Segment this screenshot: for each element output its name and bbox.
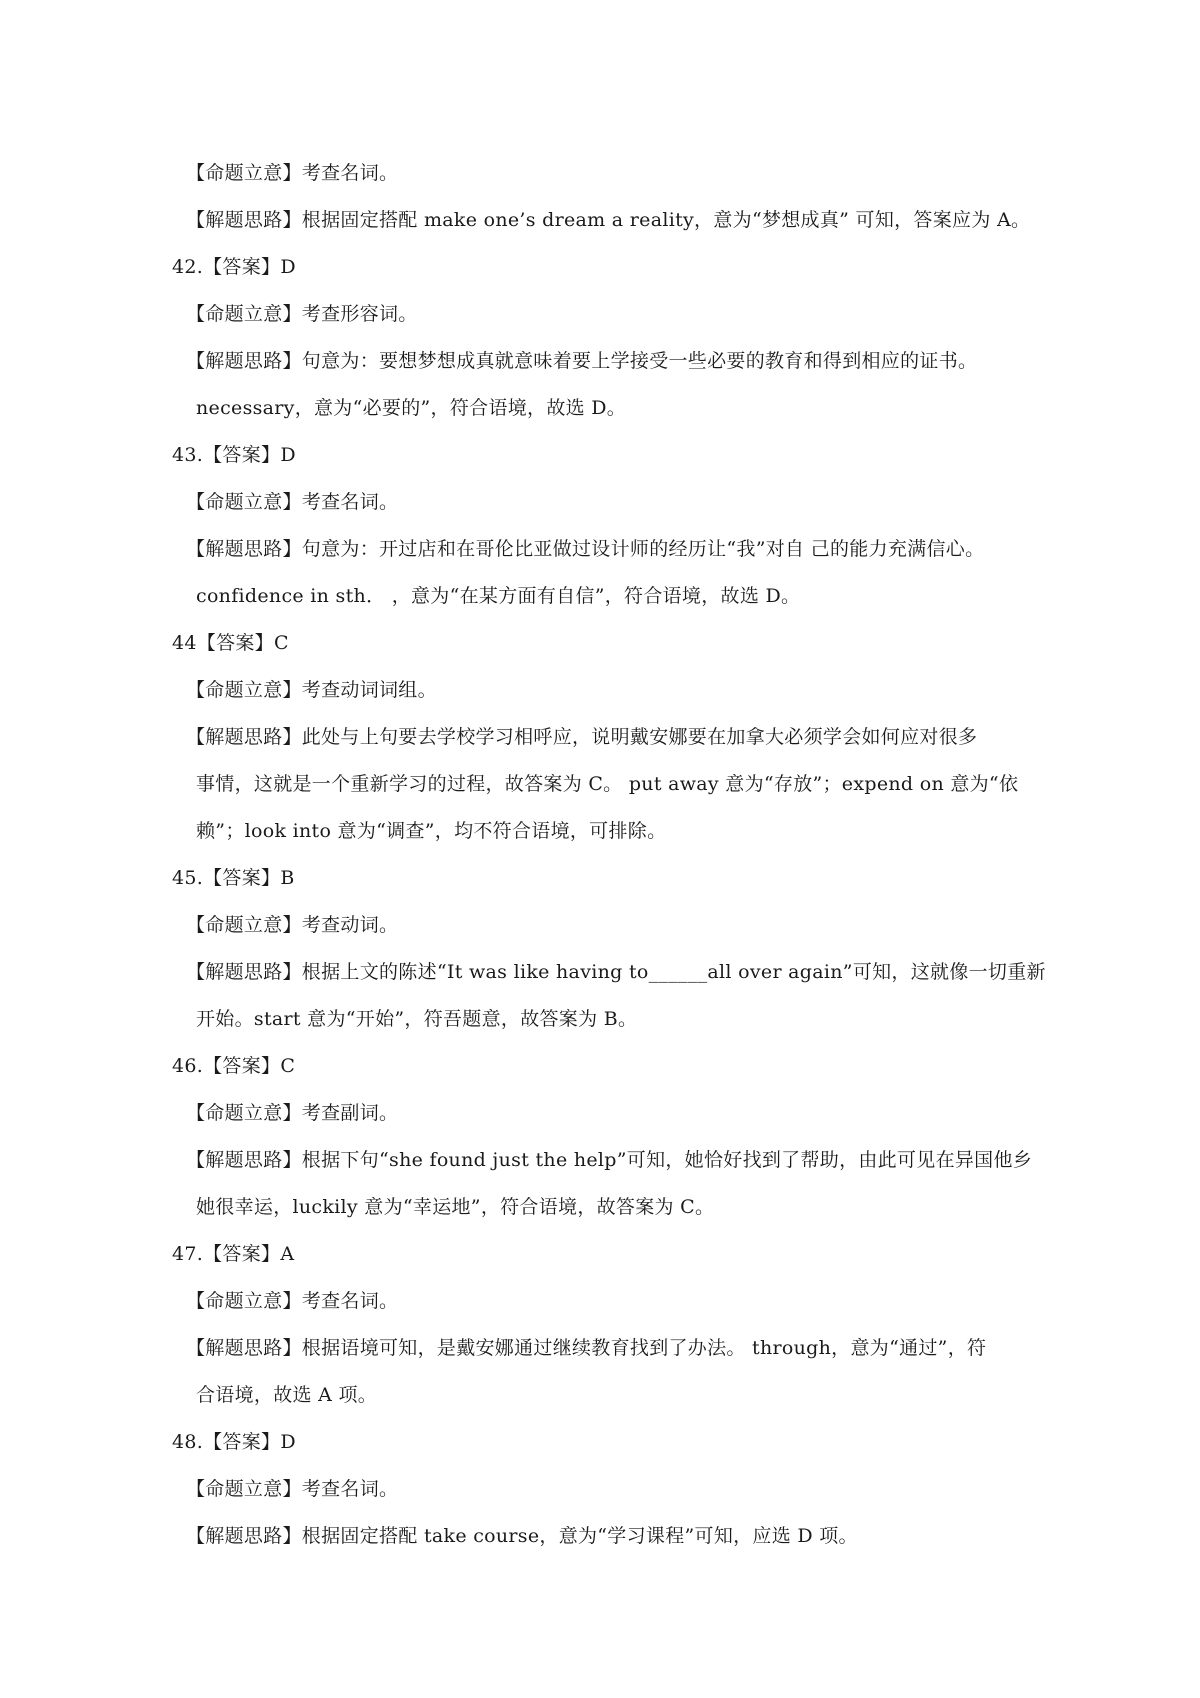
answer-line: 43.【答案】D xyxy=(172,444,296,466)
intent-line: 【命题立意】考查动词。 xyxy=(186,914,399,936)
reasoning-line: 【解题思路】根据下句“she found just the help”可知，她恰好找到了帮助，由此可见在异国他乡 xyxy=(186,1149,1033,1171)
reasoning-line: 【解题思路】根据固定搭配 make one’s dream a reality，意为“梦想成真” 可知，答案应为 A。 xyxy=(186,209,1031,231)
answer-line: 44【答案】C xyxy=(172,632,289,654)
reasoning-continuation: necessary，意为“必要的”，符合语境，故选 D。 xyxy=(196,397,627,419)
reasoning-continuation: 事情，这就是一个重新学习的过程，故答案为 C。 put away 意为“存放”；expend on 意为“依 xyxy=(196,773,1019,795)
reasoning-continuation: 合语境，故选 A 项。 xyxy=(196,1384,378,1406)
reasoning-continuation: confidence in sth． ，意为“在某方面有自信”，符合语境，故选 D。 xyxy=(196,585,801,607)
intent-line: 【命题立意】考查名词。 xyxy=(186,1290,399,1312)
intent-line: 【命题立意】考查名词。 xyxy=(186,491,399,513)
answer-line: 46.【答案】C xyxy=(172,1055,296,1077)
intent-line: 【命题立意】考查名词。 xyxy=(186,162,399,184)
intent-line: 【命题立意】考查动词词组。 xyxy=(186,679,437,701)
intent-line: 【命题立意】考查副词。 xyxy=(186,1102,399,1124)
intent-line: 【命题立意】考查名词。 xyxy=(186,1478,399,1500)
reasoning-line: 【解题思路】句意为：开过店和在哥伦比亚做过设计师的经历让“我”对自 己的能力充满信心。 xyxy=(186,538,985,560)
reasoning-continuation: 她很幸运，luckily 意为“幸运地”，符合语境，故答案为 C。 xyxy=(196,1196,715,1218)
answer-line: 47.【答案】A xyxy=(172,1243,295,1265)
answer-line: 45.【答案】B xyxy=(172,867,295,889)
answer-explanations xyxy=(172,150,1066,1560)
reasoning-line: 【解题思路】根据语境可知，是戴安娜通过继续教育找到了办法。 through，意为“通过”，符 xyxy=(186,1337,987,1359)
reasoning-line: 【解题思路】根据上文的陈述“It was like having to______all over again”可知，这就像一切重新 xyxy=(186,961,1046,983)
reasoning-line: 【解题思路】根据固定搭配 take course，意为“学习课程”可知，应选 D 项。 xyxy=(186,1525,858,1547)
reasoning-continuation: 赖”；look into 意为“调查”，均不符合语境，可排除。 xyxy=(196,820,667,842)
intent-line: 【命题立意】考查形容词。 xyxy=(186,303,418,325)
reasoning-continuation: 开始。start 意为“开始”，符吾题意，故答案为 B。 xyxy=(196,1008,638,1030)
answer-line: 42.【答案】D xyxy=(172,256,296,278)
answer-line: 48.【答案】D xyxy=(172,1431,296,1453)
reasoning-line: 【解题思路】句意为：要想梦想成真就意味着要上学接受一些必要的教育和得到相应的证书。 xyxy=(186,350,978,372)
reasoning-line: 【解题思路】此处与上句要去学校学习相呼应，说明戴安娜要在加拿大必须学会如何应对很多 xyxy=(186,726,978,748)
